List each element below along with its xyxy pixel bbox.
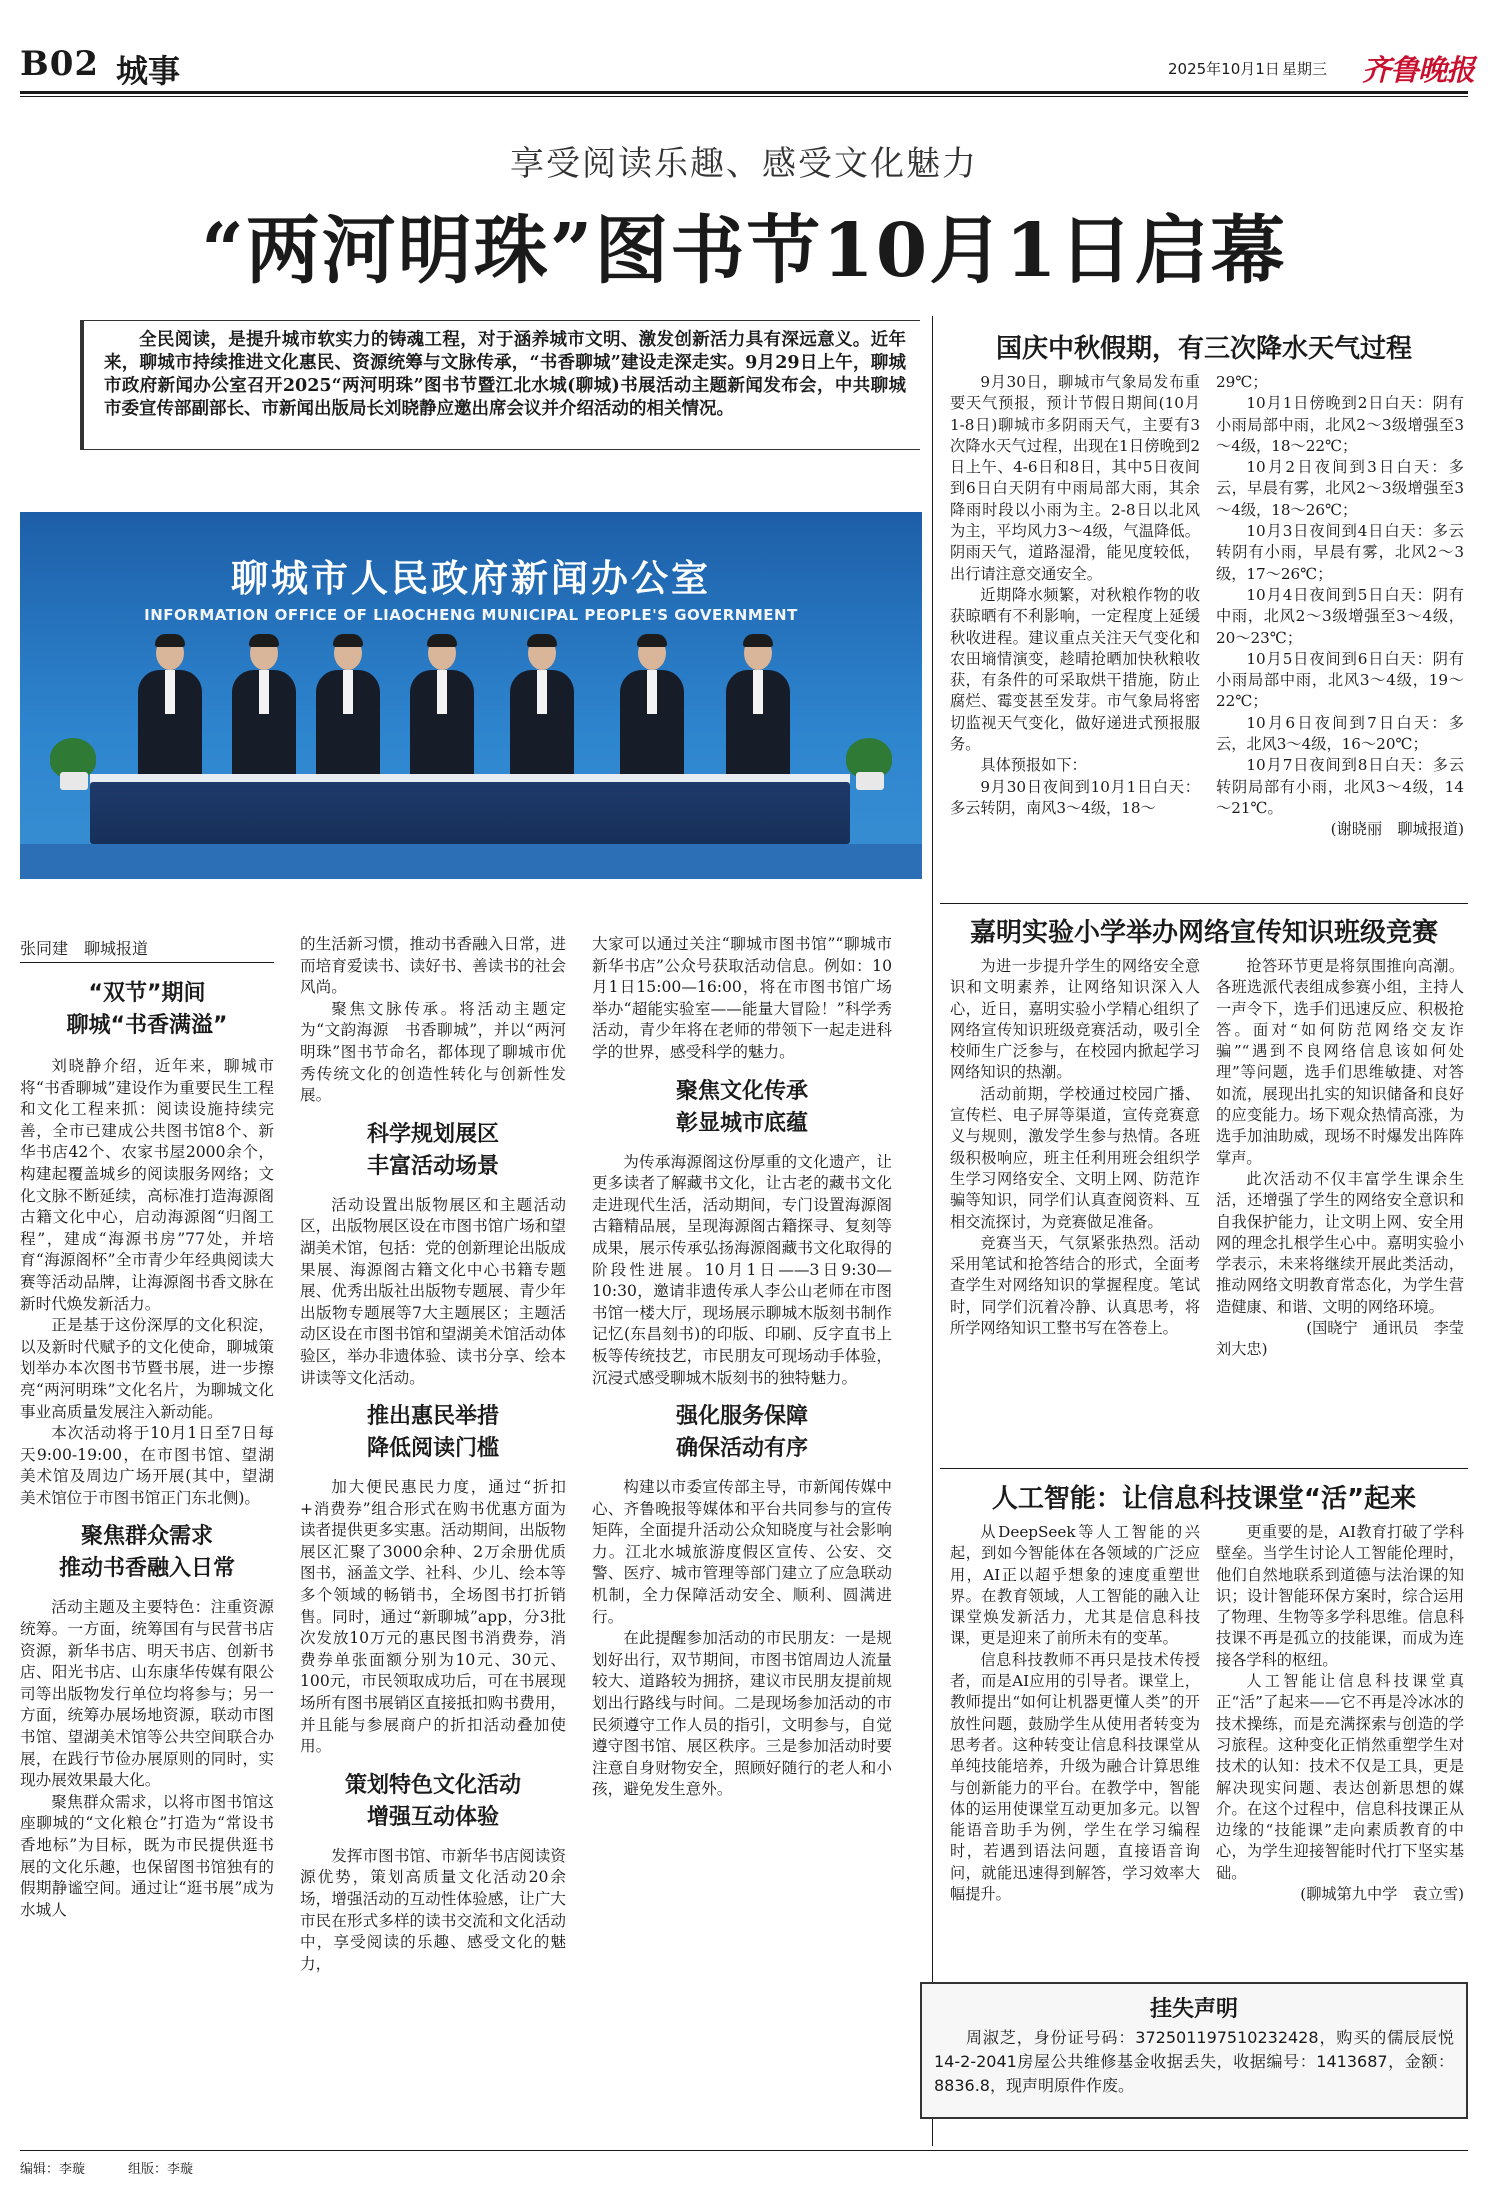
paragraph: 信息科技教师不再只是技术传授者，而是AI应用的引导者。课堂上，教师提出“如何让机器更懂人类”的开放性问题，鼓励学生从使用者转变为思考者。这种转变让信息科技课堂从单纯技能培养，升级为融合计算思维与创新能力的平台。在教学中，智能体的运用使课堂互动更加多元。以智能语音助手为例，学生在学习编程时，若遇到语法问题，直接语音询问，就能迅速得到解答，学习效率大幅提升。 xyxy=(950,1650,1200,1904)
press-conference-photo xyxy=(20,512,922,879)
paragraph: 活动设置出版物展区和主题活动区，出版物展区设在市图书馆广场和望湖美术馆，包括：党的创新理论出版成果展、海源阁古籍文化中心书籍专题展、优秀出版社出版物专题展、青少年出版物专题展等7大主题展区；主题活动区设在市图书馆和望湖美术馆活动体验区，举办非遗体验、读书分享、绘本讲读等文化活动。 xyxy=(300,1195,566,1387)
section-subtitle: 丰富活动场景 xyxy=(366,1153,499,1179)
publication-date: 2025年10月1日 xyxy=(1168,60,1280,78)
article-credit: (聊城第九中学 袁立雪) xyxy=(1300,1885,1464,1904)
article-credit: 刘大忠) xyxy=(1216,1340,1268,1359)
article-credit: (国晓宁 通讯员 李莹 xyxy=(1306,1319,1464,1338)
column-divider xyxy=(932,316,933,2146)
paragraph: 9月30日夜间到10月1日白天：多云转阴，南风3～4级，18～ xyxy=(950,777,1200,817)
paragraph: 人工智能让信息科技课堂真正“活”了起来——它不再是冷冰冰的技术操练，而是充满探索与创造的学习旅程。这种变化正悄然重塑学生对技术的认知：技术不仅是工具，更是解决现实问题、表达创新思想的媒介。在这个过程中，信息科技课正从边缘的“技能课”走向素质教育的中心，为学生迎接智能时代打下坚实基础。 xyxy=(1216,1672,1464,1882)
masthead-rule-thin xyxy=(20,96,1468,97)
section-subtitle: 推动书香融入日常 xyxy=(58,1556,235,1582)
paragraph: 正是基于这份深厚的文化积淀，以及新时代赋予的文化使命，聊城策划举办本次图书节暨书展，进一步擦亮“两河明珠”文化名片，为聊城文化事业高质量发展注入新动能。 xyxy=(20,1316,274,1421)
article-divider xyxy=(940,1468,1468,1469)
school-column-right xyxy=(1216,956,1464,1361)
ai-column-left xyxy=(950,1522,1200,1905)
section-subtitle: 确保活动有序 xyxy=(675,1436,808,1462)
paragraph: 近期降水频繁，对秋粮作物的收获晾晒有不利影响，一定程度上延缓秋收进程。建议重点关注天气变化和农田墒情演变，趁晴抢晒加快秋粮收获，有条件的可采取烘干措施，防止腐烂、霉变甚至发芽。市气象局将密切监视天气变化，做好递进式预报服务。 xyxy=(950,585,1200,754)
paragraph: 抢答环节更是将氛围推向高潮。各班选派代表组成参赛小组，主持人一声令下，选手们迅速反应、积极抢答。面对“如何防范网络交友诈骗”“遇到不良网络信息该如何处理”等问题，选手们思维敏捷、对答如流，展现出扎实的知识储备和良好的应变能力。场下观众热情高涨，为选手加油助威，现场不时爆发出阵阵掌声。 xyxy=(1216,957,1464,1167)
speaker-2 xyxy=(232,636,296,786)
section-subtitle: 聊城“书香满溢” xyxy=(66,1013,228,1038)
conference-table xyxy=(90,782,850,844)
publication-weekday: 星期三 xyxy=(1282,60,1328,78)
stage-floor xyxy=(20,844,922,879)
main-headline: “两河明珠”图书节10月1日启幕 xyxy=(201,208,1287,294)
forecast-line: 10月7日夜间到8日白天：多云转阴局部有小雨，北风3～4级，14～21℃。 xyxy=(1216,756,1464,817)
section-subtitle: 聚焦群众需求 xyxy=(80,1524,213,1550)
section-subtitle: 科学规划展区 xyxy=(366,1121,499,1147)
school-article-title: 嘉明实验小学举办网络宣传知识班级竞赛 xyxy=(969,918,1438,948)
byline-rule xyxy=(20,962,274,963)
section-subtitle: 彰显城市底蕴 xyxy=(675,1110,808,1136)
paragraph: 具体预报如下： xyxy=(980,756,1087,775)
main-subheadline: 享受阅读乐趣、感受文化魅力 xyxy=(510,144,978,184)
section-subtitle: 聚焦文化传承 xyxy=(675,1078,808,1104)
article-credit: (谢晓丽 聊城报道) xyxy=(1330,820,1464,839)
photo-banner-en: INFORMATION OFFICE OF LIAOCHENG MUNICIPAL PEOPLE'S GOVERNMENT xyxy=(144,606,798,624)
speaker-7 xyxy=(726,636,790,786)
speaker-3 xyxy=(316,636,380,786)
forecast-line: 10月5日夜间到6日白天：阴有小雨局部中雨，北风3～4级，19～22℃； xyxy=(1216,649,1464,711)
paragraph: 聚焦文脉传承。将活动主题定为“文韵海源 书香聊城”，并以“两河明珠”图书节命名，都体现了聊城市优秀传统文化的创造性转化与创新性发展。 xyxy=(300,999,566,1105)
newspaper-logo: 齐鲁晚报 xyxy=(1362,53,1475,87)
section-subtitle: 降低阅读门槛 xyxy=(366,1436,499,1462)
paragraph: 为传承海源阁这份厚重的文化遗产，让更多读者了解藏书文化，让古老的藏书文化走进现代生活，活动期间，专门设置海源阁古籍精品展，呈现海源阁古籍探寻、复刻等成果，展示传承弘扬海源阁藏书文化取得的阶段性进展。10月1日——3日9:30—10:30，邀请非遗传承人李公山老师在市图书馆一楼大厅，现场展示聊城木版刻书制作记忆(东昌刻书)的印版、印刷、反字直书上板等传统技艺，市民朋友可现场动手体验，沉浸式感受聊城木版刻书的独特魅力。 xyxy=(592,1152,892,1387)
weather-column-right xyxy=(1216,372,1464,841)
paragraph: 聚焦群众需求，以将市图书馆这座聊城的“文化粮仓”打造为“常设书香地标”为目标，既为市民提供逛书展的文化乐趣，也保留图书馆独有的假期静谧空间。通过让“逛书展”成为水城人 xyxy=(20,1792,274,1919)
section-subtitle: 推出惠民举措 xyxy=(366,1404,499,1430)
article-column-2 xyxy=(300,934,566,1975)
paragraph: 刘晓静介绍，近年来，聊城市将“书香聊城”建设作为重要民生工程和文化工程来抓：阅读设施持续完善，全市已建成公共图书馆8个、新华书店42个、农家书屋2000余个，构建起覆盖城乡的阅读服务网络；文化文脉不断延续，高标准打造海源阁古籍文化中心，启动海源阁“归阁工程”，建成“海源书房”77处，并培育“海源阁杯”全市青少年经典阅读大赛等活动品牌，让海源阁书香文脉在新时代焕发新活力。 xyxy=(20,1057,274,1313)
pot-left xyxy=(60,772,88,790)
forecast-line: 10月2日夜间到3日白天：多云，早晨有雾，北风2～3级增强至3～4级，18～26℃； xyxy=(1216,458,1464,519)
paragraph: 在此提醒参加活动的市民朋友：一是规划好出行，双节期间，市图书馆周边人流量较大、道路较为拥挤，建议市民朋友提前规划出行路线与时间。二是现场参加活动的市民须遵守工作人员的指引，文明参与，自觉遵守图书馆、展区秩序。三是参加活动时要注意自身财物安全，照顾好随行的老人和小孩，避免发生意外。 xyxy=(592,1629,892,1799)
forecast-line: 10月4日夜间到5日白天：阴有中雨，北风2～3级增强至3～4级，20～23℃； xyxy=(1216,585,1464,647)
lost-notice-box xyxy=(920,1982,1468,2119)
lead-paragraph: 全民阅读，是提升城市软实力的铸魂工程，对于涵养城市文明、激发创新活力具有深远意义。近年来，聊城市持续推进文化惠民、资源统筹与文脉传承，“书香聊城”建设走深走实。9月29日上午，聊城市政府新闻办公室召开2025“两河明珠”图书节暨江北水城(聊城)书展活动主题新闻发布会，中共聊城市委宣传部副部长、市新闻出版局长刘晓静应邀出席会议并介绍活动的相关情况。 xyxy=(80,320,920,450)
paragraph: 9月30日，聊城市气象局发布重要天气预报，预计节假日期间(10月1-8日)聊城市多阴雨天气，主要有3次降水天气过程，出现在1日傍晚到2日上午、4-6日和8日，其中5日夜间到6日白天阴有中雨局部大雨，其余降雨时段以小雨为主。2-8日以北风为主，平均风力3～4级，气温降低。阴雨天气，道路湿滑，能见度较低，出行请注意交通安全。 xyxy=(950,373,1200,583)
paragraph: 活动主题及主要特色：注重资源统筹。一方面，统筹国有与民营书店资源，新华书店、明天书店、创新书店、阳光书店、山东康华传媒有限公司等出版物发行单位均将参与；另一方面，统筹办展场地资源，联动市图书馆、望湖美术馆等公共空间联合办展，在践行节俭办展原则的同时，实现办展效果最大化。 xyxy=(20,1598,274,1790)
ai-article-title: 人工智能：让信息科技课堂“活”起来 xyxy=(991,1484,1417,1514)
notice-title: 挂失声明 xyxy=(1149,1997,1238,2022)
paragraph: 大家可以通过关注“聊城市图书馆”“聊城市新华书店”公众号获取活动信息。例如：10月1日15:00—16:00，将在市图书馆广场举办“超能实验室——能量大冒险！”科学秀活动，青少年将在老师的带领下一起走进科学的世界，感受科学的魅力。 xyxy=(592,935,892,1061)
section-subtitle: “双节”期间 xyxy=(88,981,206,1006)
article-column-1 xyxy=(20,978,274,1921)
pot-right xyxy=(856,772,884,790)
paragraph: 发挥市图书馆、市新华书店阅读资源优势，策划高质量文化活动20余场，增强活动的互动性体验感，让广大市民在形式多样的读书交流和文化活动中，享受阅读的乐趣、感受文化的魅力， xyxy=(300,1846,566,1973)
paragraph: 加大便民惠民力度，通过“折扣+消费券”组合形式在购书优惠方面为读者提供更多实惠。活动期间，出版物展区汇聚了3000余种、2万余册优质图书，涵盖文学、社科、少儿、绘本等多个领域的畅销书，全场图书打折销售。同时，通过“新聊城”app，分3批次发放10万元的惠民图书消费券，消费券单张面额分别为10元、30元、100元，市民领取成功后，可在书展现场所有图书展销区直接抵扣购书费用，并且能与参展商户的折扣活动叠加使用。 xyxy=(300,1478,566,1756)
editor-credit: 编辑：李璇 xyxy=(20,2162,86,2177)
speaker-5 xyxy=(510,636,574,786)
paragraph: 的生活新习惯，推动书香融入日常，进而培育爱读书、读好书、善读书的社会风尚。 xyxy=(300,935,566,997)
page-number: B02 xyxy=(20,44,100,84)
paragraph: 更重要的是，AI教育打破了学科壁垒。当学生讨论人工智能伦理时，他们自然地联系到道德与法治课的知识；设计智能环保方案时，综合运用了物理、生物等多学科思维。信息科技课不再是孤立的技能课，而成为连接各学科的枢纽。 xyxy=(1216,1523,1464,1669)
designer-credit: 组版：李璇 xyxy=(128,2162,194,2177)
forecast-line: 29℃； xyxy=(1216,373,1268,391)
article-column-3 xyxy=(592,934,892,1801)
paragraph: 为进一步提升学生的网络安全意识和文明素养，让网络知识深入人心，近日，嘉明实验小学精心组织了网络宣传知识班级竞赛活动，吸引全校师生广泛参与，在校园内掀起学习网络知识的热潮。 xyxy=(950,957,1200,1082)
paragraph: 从DeepSeek等人工智能的兴起，到如今智能体在各领域的广泛应用，AI正以超乎想象的速度重塑世界。在教育领域，人工智能的融入让课堂焕发新活力，尤其是信息科技课，更是迎来了前所未有的变革。 xyxy=(950,1523,1200,1648)
ai-column-right xyxy=(1216,1522,1464,1905)
speaker-4 xyxy=(410,636,474,786)
section-subtitle: 强化服务保障 xyxy=(675,1404,808,1430)
forecast-line: 10月3日夜间到4日白天：多云转阴有小雨，早晨有雾，北风2～3级，17～26℃； xyxy=(1216,522,1464,583)
paragraph: 竞赛当天，气氛紧张热烈。活动采用笔试和抢答结合的形式，全面考查学生对网络知识的掌握程度。笔试时，同学们沉着冷静、认真思考，将所学网络知识工整书写在答卷上。 xyxy=(950,1233,1200,1338)
section-name: 城事 xyxy=(116,52,181,90)
article-divider xyxy=(940,903,1468,904)
paragraph: 本次活动将于10月1日至7日每天9:00-19:00，在市图书馆、望湖美术馆及周边广场开展(其中，望湖美术馆位于市图书馆正门东北侧)。 xyxy=(20,1424,274,1507)
forecast-line: 10月6日夜间到7日白天：多云，北风3～4级，16～20℃； xyxy=(1216,713,1464,754)
paragraph: 构建以市委宣传部主导，市新闻传媒中心、齐鲁晚报等媒体和平台共同参与的宣传矩阵，全面提升活动公众知晓度与社会影响力。江北水城旅游度假区宣传、公安、交警、医疗、城市管理等部门建立了应急联动机制，全力保障活动安全、顺利、圆满进行。 xyxy=(592,1478,892,1626)
section-subtitle: 策划特色文化活动 xyxy=(344,1772,521,1798)
footer-rule xyxy=(20,2150,1468,2151)
forecast-line: 10月1日傍晚到2日白天：阴有小雨局部中雨，北风2～3级增强至3～4级，18～22℃； xyxy=(1216,394,1464,455)
section-subtitle: 增强互动体验 xyxy=(366,1804,499,1830)
speaker-6 xyxy=(620,636,684,786)
masthead-rule xyxy=(20,91,1468,94)
weather-column-left xyxy=(950,372,1200,819)
speaker-1 xyxy=(138,636,202,786)
notice-body: 周淑芝，身份证号码：372501197510232428，购买的儒辰辰悦14-2-2041房屋公共维修基金收据丢失，收据编号：1413687，金额：8836.8，现声明原件作废。 xyxy=(934,2028,1454,2095)
byline: 张同建 聊城报道 xyxy=(20,939,149,958)
paragraph: 活动前期，学校通过校园广播、宣传栏、电子屏等渠道，宣传竞赛意义与规则，激发学生参与热情。各班级积极响应，班主任利用班会组织学生学习网络安全、文明上网、防范诈骗等知识，同学们认真查阅资料、互相交流探讨，为竞赛做足准备。 xyxy=(950,1084,1200,1231)
paragraph: 此次活动不仅丰富学生课余生活，还增强了学生的网络安全意识和自我保护能力，让文明上网、安全用网的理念扎根学生心中。嘉明实验小学表示，未来将继续开展此类活动，推动网络文明教育常态化，为学生营造健康、和谐、文明的网络环境。 xyxy=(1216,1169,1464,1316)
photo-banner-cn: 聊城市人民政府新闻办公室 xyxy=(231,557,711,600)
school-column-left xyxy=(950,956,1200,1339)
weather-article-title: 国庆中秋假期，有三次降水天气过程 xyxy=(995,334,1412,364)
